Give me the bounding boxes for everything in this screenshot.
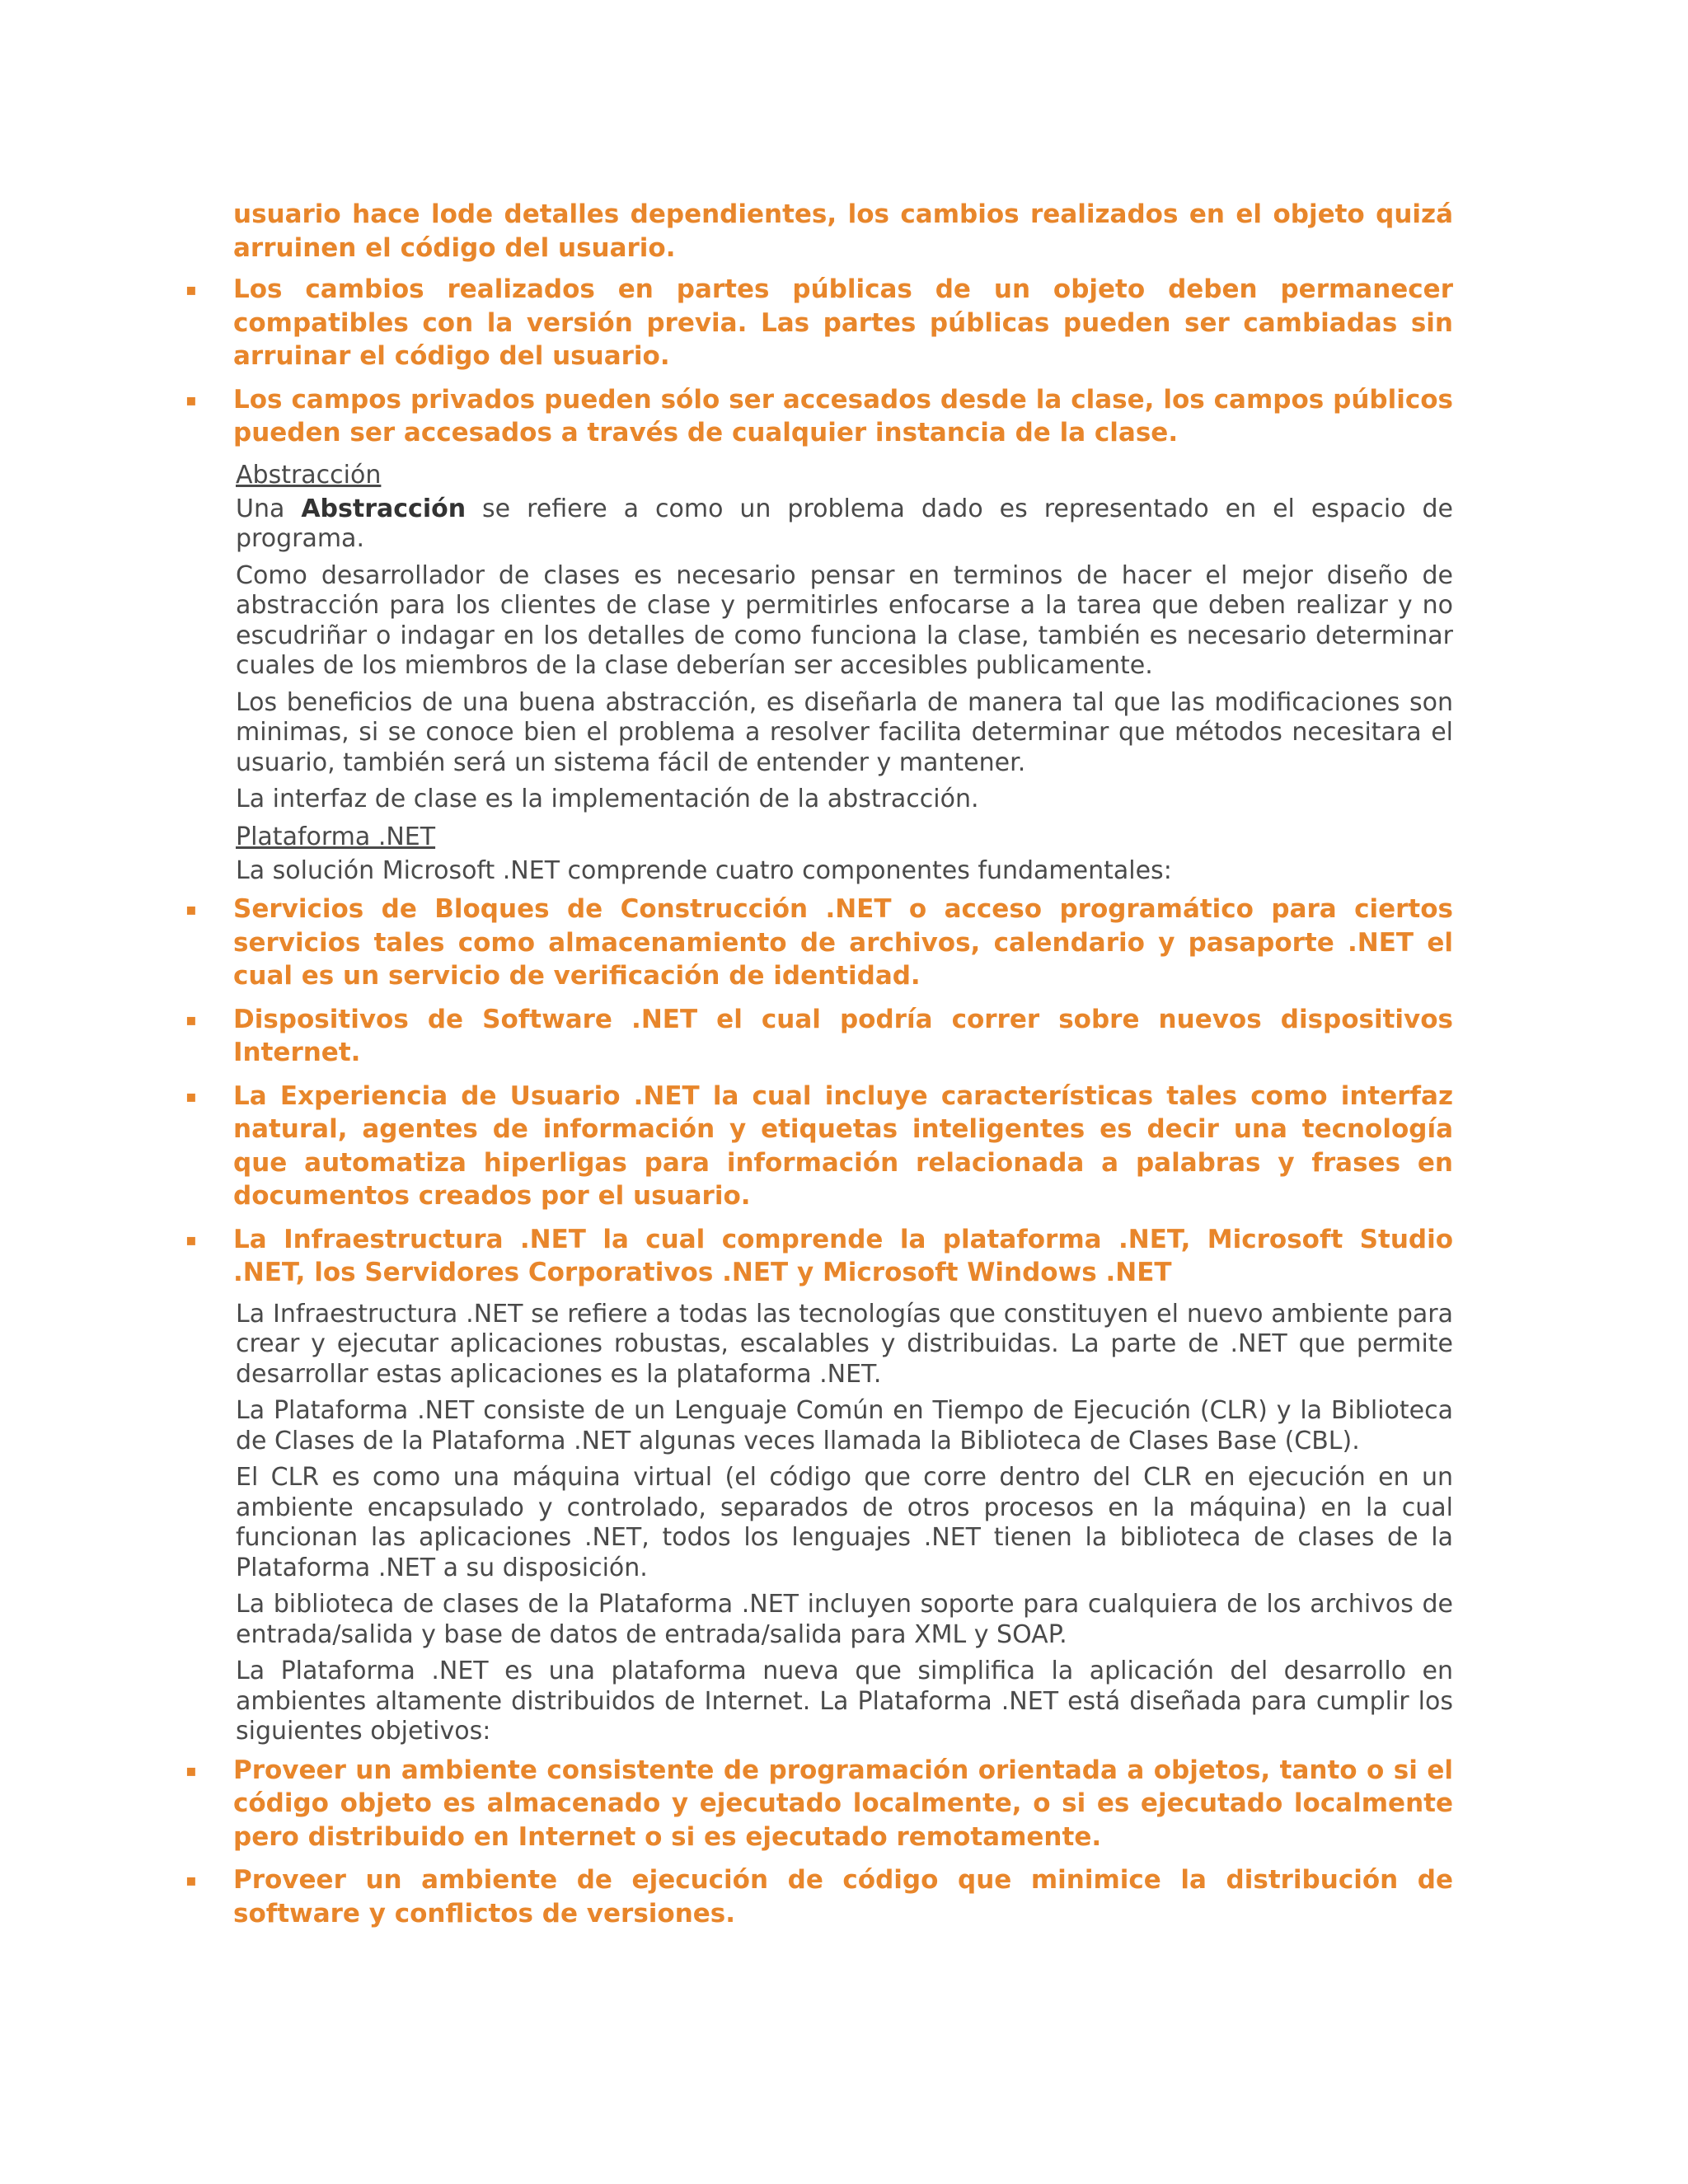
bullet-text: La Infraestructura .NET la cual comprende la plataforma .NET, Microsoft Studio .NET, los Servidores Corporativos .NET y Microsoft Windows .NET bbox=[233, 1224, 1453, 1287]
bullet-text: La Experiencia de Usuario .NET la cual incluye características tales como interfaz natural, agentes de información y etiquetas inteligentes es decir una tecnología que automatiza hiperligas para información relacionada a palabras y frases en documentos creados por el usuario. bbox=[233, 1080, 1453, 1211]
bullet-text: Proveer un ambiente consistente de programación orientada a objetos, tanto o si el código objeto es almacenado y ejecutado localmente, o si es ejecutado localmente pero distribuido en Internet o si es ejecutado remotamente. bbox=[233, 1755, 1453, 1852]
abstraccion-definition bbox=[236, 494, 1453, 555]
body-paragraph: La biblioteca de clases de la Plataforma .NET incluyen soporte para cualquiera de los archivos de entrada/salida y base de datos de entrada/salida para XML y SOAP. bbox=[236, 1590, 1453, 1649]
abst-prefix: Una bbox=[236, 494, 302, 523]
body-paragraph: La Infraestructura .NET se refiere a todas las tecnologías que constituyen el nuevo ambiente para crear y ejecutar aplicaciones robustas, escalables y distribuidas. La parte de .NET que permite desarrollar estas aplicaciones es la plataforma .NET. bbox=[236, 1299, 1453, 1389]
bullet-text: Proveer un ambiente de ejecución de código que minimice la distribución de software y conflictos de versiones. bbox=[233, 1865, 1453, 1929]
section-heading-abstraccion: Abstracción bbox=[236, 460, 382, 490]
square-bullet-icon: ▪ bbox=[185, 1085, 197, 1106]
bullet-text: Dispositivos de Software .NET el cual podría correr sobre nuevos dispositivos Internet. bbox=[233, 1004, 1453, 1067]
section-heading-plataforma: Plataforma .NET bbox=[236, 822, 436, 851]
bullet-item bbox=[185, 893, 1453, 993]
square-bullet-icon: ▪ bbox=[185, 899, 197, 919]
bullet-item bbox=[185, 1080, 1453, 1213]
body-paragraph: Los beneficios de una buena abstracción, es diseñarla de manera tal que las modificaciones son minimas, si se conoce bien el problema a resolver facilita determinar que métodos necesitara el usuario, también será un sistema fácil de entender y mantener. bbox=[236, 687, 1453, 777]
bullet-item bbox=[185, 1003, 1453, 1070]
bullet-item bbox=[185, 273, 1453, 373]
square-bullet-icon: ▪ bbox=[185, 389, 197, 410]
bullet-text: Los campos privados pueden sólo ser accesados desde la clase, los campos públicos pueden ser accesados a través de cualquier instancia de la clase. bbox=[233, 384, 1453, 448]
document-page bbox=[185, 198, 1453, 1940]
square-bullet-icon: ▪ bbox=[185, 1229, 197, 1249]
body-paragraph: La Plataforma .NET consiste de un Lenguaje Común en Tiempo de Ejecución (CLR) y la Biblioteca de Clases de la Plataforma .NET algunas veces llamada la Biblioteca de Clases Base (CBL). bbox=[236, 1396, 1453, 1455]
bullet-text: Los cambios realizados en partes públicas de un objeto deben permanecer compatibles con la versión previa. Las partes públicas pueden ser cambiadas sin arruinar el código del usuario. bbox=[233, 274, 1453, 371]
abst-bold-term: Abstracción bbox=[301, 494, 467, 523]
continuation-paragraph: usuario hace lode detalles dependientes, los cambios realizados en el objeto quizá arruinen el código del usuario. bbox=[233, 199, 1453, 263]
bullet-item bbox=[185, 1863, 1453, 1930]
bullet-text: Servicios de Bloques de Construcción .NET o acceso programático para ciertos servicios tales como almacenamiento de archivos, calendario y pasaporte .NET el cual es un servicio de verificación de identidad. bbox=[233, 894, 1453, 991]
square-bullet-icon: ▪ bbox=[185, 1870, 197, 1890]
bullet-item bbox=[185, 1223, 1453, 1290]
square-bullet-icon: ▪ bbox=[185, 1760, 197, 1780]
body-paragraph: El CLR es como una máquina virtual (el código que corre dentro del CLR en ejecución en un ambiente encapsulado y controlado, separados de otros procesos en la máquina) en la cual funcionan las aplicaciones .NET, todos los lenguajes .NET tienen la biblioteca de clases de la Plataforma .NET a su disposición. bbox=[236, 1463, 1453, 1582]
square-bullet-icon: ▪ bbox=[185, 1009, 197, 1029]
body-paragraph: La interfaz de clase es la implementación de la abstracción. bbox=[236, 785, 979, 813]
body-paragraph: Como desarrollador de clases es necesario pensar en terminos de hacer el mejor diseño de abstracción para los clientes de clase y permitirles enfocarse a la tarea que deben realizar y no escudriñar o indagar en los detalles de como funciona la clase, también es necesario determinar cuales de los miembros de la clase deberían ser accesibles publicamente. bbox=[236, 560, 1453, 680]
square-bullet-icon: ▪ bbox=[185, 279, 197, 299]
body-paragraph: La solución Microsoft .NET comprende cuatro componentes fundamentales: bbox=[236, 855, 1172, 885]
abst-suffix: se refiere a como un problema dado es representado en el espacio de programa. bbox=[236, 494, 1453, 553]
body-paragraph: La Plataforma .NET es una plataforma nueva que simplifica la aplicación del desarrollo en ambientes altamente distribuidos de Internet. La Plataforma .NET está diseñada para cumplir los siguientes objetivos: bbox=[236, 1657, 1453, 1746]
bullet-item bbox=[185, 1754, 1453, 1854]
bullet-item bbox=[185, 383, 1453, 450]
